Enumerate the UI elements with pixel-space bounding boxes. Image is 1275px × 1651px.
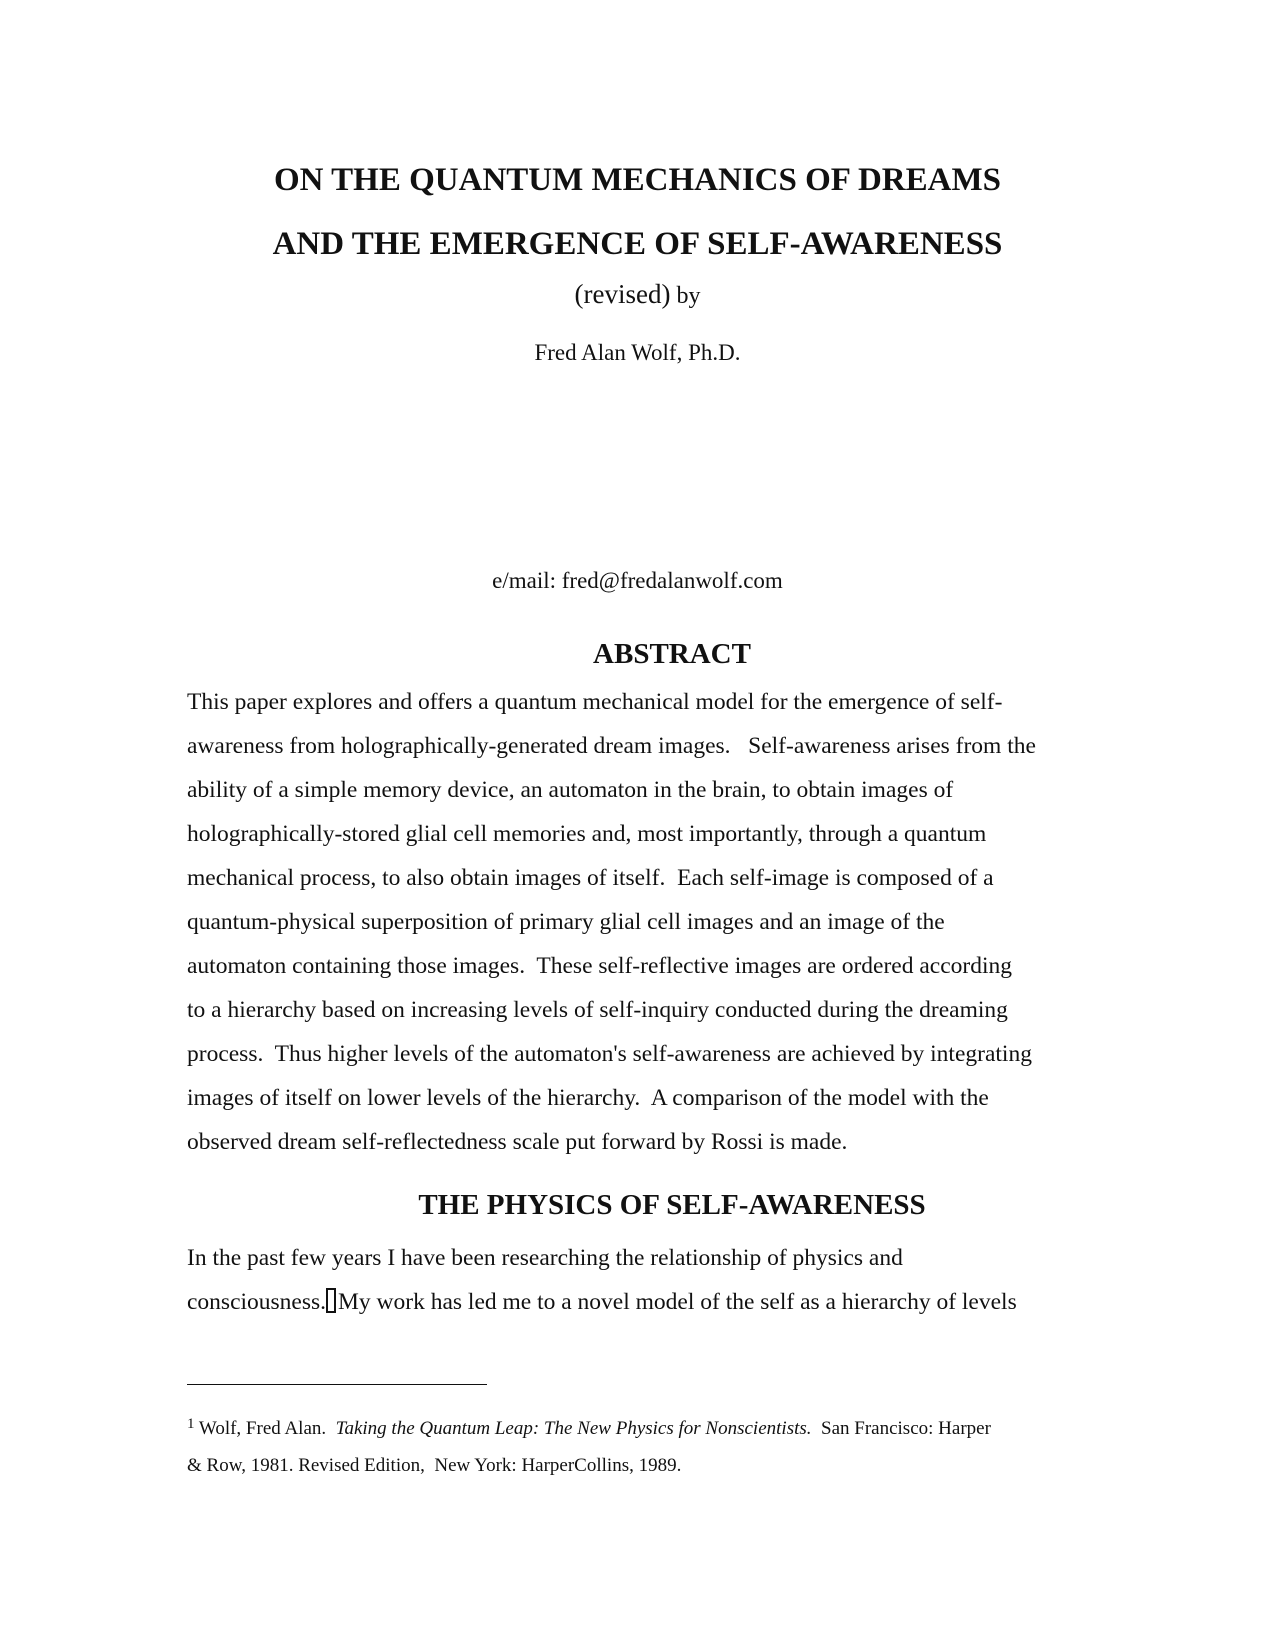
revised-label: (revised) [574,279,671,309]
footnote-line-1 [187,1410,1087,1447]
abstract-line: quantum-physical superposition of primary glial cell images and an image of the [187,909,945,935]
by-label: by [670,283,701,309]
footnote-number: 1 [187,1416,195,1432]
footnote-reference-marker[interactable] [326,1288,336,1313]
physics-heading: THE PHYSICS OF SELF-AWARENESS [418,1189,926,1221]
abstract-line: mechanical process, to also obtain images of itself. Each self-image is composed of a [187,865,994,891]
abstract-line: process. Thus higher levels of the automaton's self-awareness are achieved by integrating [187,1041,1032,1067]
abstract-body [187,680,1107,1164]
footnote-divider [187,1384,487,1385]
footnote-book-title: Taking the Quantum Leap: The New Physics for Nonscientists. [335,1418,812,1439]
author-name: Fred Alan Wolf, Ph.D. [534,340,741,365]
physics-line-2 [187,1280,1107,1324]
title-line-2: AND THE EMERGENCE OF SELF-AWARENESS [272,226,1003,262]
abstract-line: This paper explores and offers a quantum mechanical model for the emergence of self- [187,689,1003,715]
physics-body [187,1236,1107,1324]
footnote-line-2: & Row, 1981. Revised Edition, New York: HarperCollins, 1989. [187,1455,682,1476]
abstract-line: holographically-stored glial cell memories and, most importantly, through a quantum [187,821,987,847]
physics-line-1: In the past few years I have been researching the relationship of physics and [187,1245,903,1271]
abstract-line: observed dream self-reflectedness scale put forward by Rossi is made. [187,1129,848,1155]
footnote-publisher: San Francisco: Harper [811,1418,991,1439]
abstract-line: to a hierarchy based on increasing levels of self-inquiry conducted during the dreaming [187,997,1008,1023]
abstract-line: automaton containing those images. These self-reflective images are ordered according [187,953,1013,979]
revised-by-line [0,279,1275,311]
abstract-heading: ABSTRACT [593,638,751,670]
title-line-1: ON THE QUANTUM MECHANICS OF DREAMS [274,162,1001,198]
footnote-author: Wolf, Fred Alan. [194,1418,336,1439]
abstract-line: awareness from holographically-generated dream images. Self-awareness arises from the [187,733,1036,759]
abstract-line: ability of a simple memory device, an automaton in the brain, to obtain images of [187,777,954,803]
physics-line-2-start: consciousness. [187,1289,327,1315]
footnote [187,1410,1087,1484]
author-email: e/mail: fred@fredalanwolf.com [492,568,783,593]
physics-line-2-end: My work has led me to a novel model of the self as a hierarchy of levels [338,1289,1017,1315]
abstract-line: images of itself on lower levels of the hierarchy. A comparison of the model with the [187,1085,989,1111]
